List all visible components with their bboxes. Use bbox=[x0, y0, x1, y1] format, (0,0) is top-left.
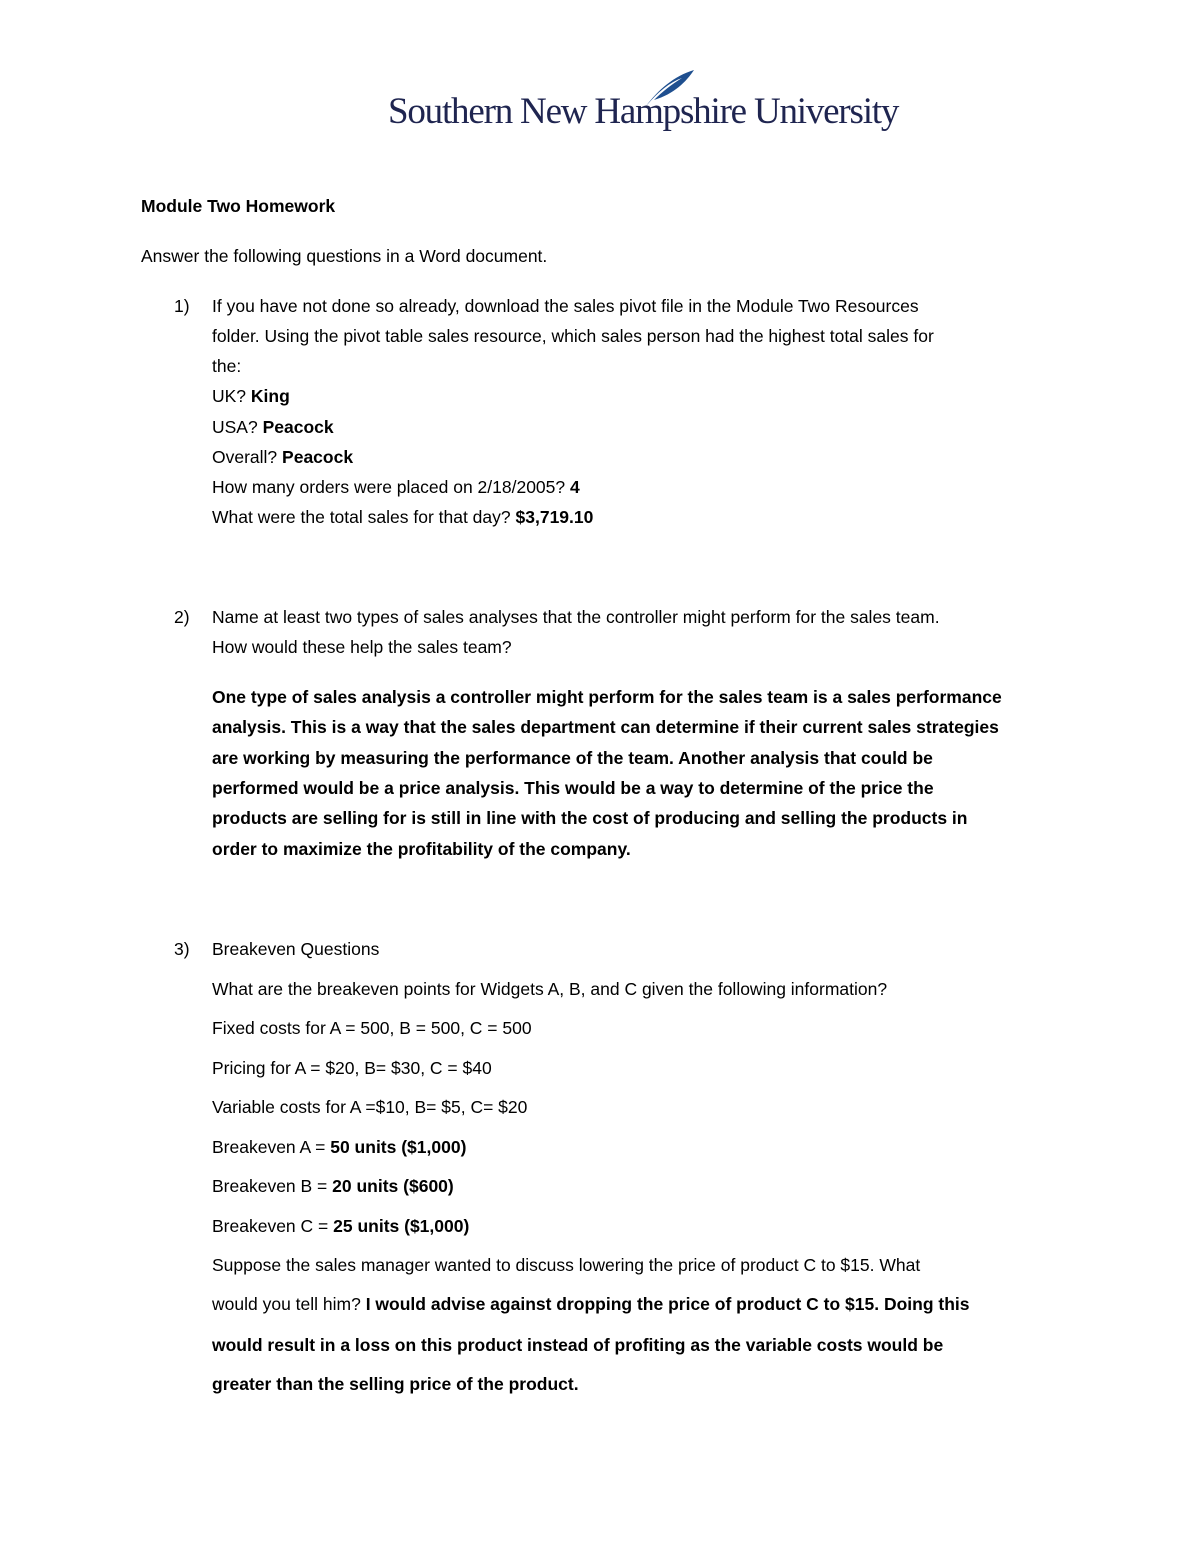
q1-orders-answer: 4 bbox=[570, 477, 580, 497]
q2-answer-line: order to maximize the profitability of the company. bbox=[212, 839, 631, 859]
question-3-heading: Breakeven Questions bbox=[212, 939, 380, 959]
q2-answer-line: One type of sales analysis a controller might perform for the sales team is a sales performance bbox=[212, 687, 1002, 707]
q1-uk-answer: King bbox=[250, 386, 290, 406]
question-3-number: 3) bbox=[174, 939, 190, 959]
q2-answer-line: performed would be a price analysis. This would be a way to determine of the price the bbox=[212, 778, 934, 798]
q1-total-label: What were the total sales for that day? bbox=[212, 507, 511, 527]
q1-total-answer: $3,719.10 bbox=[515, 507, 594, 527]
document-title: Module Two Homework bbox=[141, 196, 336, 216]
q1-overall-label: Overall? bbox=[212, 447, 278, 467]
question-1-line-2: folder. Using the pivot table sales resource, which sales person had the highest total sales for bbox=[212, 326, 934, 346]
question-1-line-1: If you have not done so already, download the sales pivot file in the Module Two Resources bbox=[212, 296, 919, 316]
q1-orders-label: How many orders were placed on 2/18/2005? bbox=[212, 477, 566, 497]
q1-uk-row bbox=[212, 386, 290, 406]
q3-breakeven-c-label: Breakeven C = bbox=[212, 1216, 329, 1236]
q3-breakeven-c-row bbox=[212, 1216, 469, 1236]
question-2-number: 2) bbox=[174, 607, 190, 627]
q3-suppose-answer: I would advise against dropping the price of product C to $15. Doing this bbox=[365, 1294, 970, 1314]
q3-breakeven-a-label: Breakeven A = bbox=[212, 1137, 326, 1157]
q1-usa-row bbox=[212, 417, 334, 437]
q3-answer-line-4: greater than the selling price of the product. bbox=[212, 1374, 579, 1394]
q1-overall-answer: Peacock bbox=[282, 447, 354, 467]
question-2-line-1: Name at least two types of sales analyses that the controller might perform for the sales team. bbox=[212, 607, 940, 627]
q3-suppose-line-2 bbox=[212, 1294, 970, 1314]
q1-usa-label: USA? bbox=[212, 417, 258, 437]
logo-wordmark: Southern New Hampshire University bbox=[388, 91, 899, 132]
q3-breakeven-c-answer: 25 units ($1,000) bbox=[333, 1216, 470, 1236]
q3-suppose-line-1: Suppose the sales manager wanted to discuss lowering the price of product C to $15. What bbox=[212, 1255, 921, 1275]
q3-question: What are the breakeven points for Widgets A, B, and C given the following information? bbox=[212, 979, 888, 999]
q1-overall-row bbox=[212, 447, 353, 467]
q2-answer-line: are working by measuring the performance of the team. Another analysis that could be bbox=[212, 748, 933, 768]
question-2-line-2: How would these help the sales team? bbox=[212, 637, 512, 657]
q1-orders-row bbox=[212, 477, 580, 497]
q3-breakeven-b-label: Breakeven B = bbox=[212, 1176, 328, 1196]
q3-pricing: Pricing for A = $20, B= $30, C = $40 bbox=[212, 1058, 492, 1078]
q3-breakeven-a-row bbox=[212, 1137, 466, 1157]
q3-breakeven-b-row bbox=[212, 1176, 454, 1196]
q3-variable-costs: Variable costs for A =$10, B= $5, C= $20 bbox=[212, 1097, 528, 1117]
q3-fixed-costs: Fixed costs for A = 500, B = 500, C = 500 bbox=[212, 1018, 532, 1038]
university-logo bbox=[388, 68, 899, 138]
q3-breakeven-b-answer: 20 units ($600) bbox=[332, 1176, 454, 1196]
q2-answer-line: products are selling for is still in line with the cost of producing and selling the products in bbox=[212, 808, 968, 828]
question-1-line-3: the: bbox=[212, 356, 242, 376]
question-1-number: 1) bbox=[174, 296, 190, 316]
q3-answer-line-3: would result in a loss on this product instead of profiting as the variable costs would be bbox=[212, 1335, 944, 1355]
q1-uk-label: UK? bbox=[212, 386, 247, 406]
q1-usa-answer: Peacock bbox=[262, 417, 334, 437]
q2-answer-line: analysis. This is a way that the sales department can determine if their current sales strategies bbox=[212, 717, 999, 737]
q3-suppose-prefix: would you tell him? bbox=[212, 1294, 361, 1314]
q3-breakeven-a-answer: 50 units ($1,000) bbox=[330, 1137, 467, 1157]
q1-total-row bbox=[212, 507, 593, 527]
instructions-text: Answer the following questions in a Word document. bbox=[141, 246, 548, 266]
